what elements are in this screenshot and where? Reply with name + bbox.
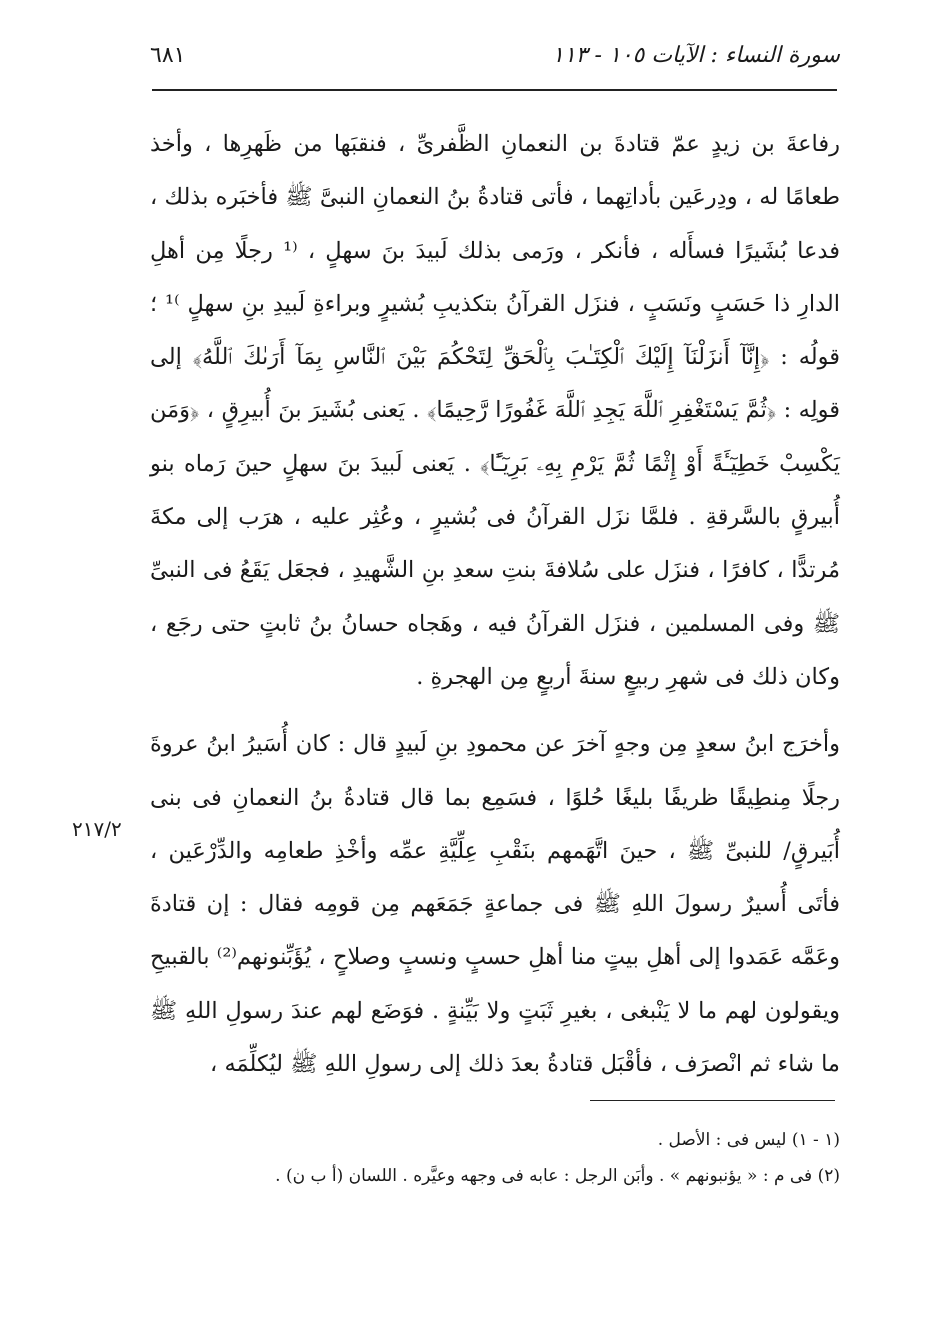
running-head — [150, 38, 840, 74]
footnote: (٢) فى م : « يؤنبونهم » . وأبَن الرجل : عابه فى وجهه وعيَّره . اللسان (أ ب ن) . — [275, 1166, 840, 1186]
body-paragraph: رفاعةَ بن زيدٍ عمّ قتادةَ بن النعمانِ الظَّفرىِّ ، فنقبَها من ظَهرِها ، وأخذ طعامًا له ، ودِرعَين بأداتِهما ، فأتى قتادةُ بنُ النعمانِ النبىَّ ﷺ فأخبَره بذلك ، فدعا بُشَيرًا فسأَله ، فأنكر ، ورَمى بذلك لَبيدَ بنَ سهلٍ ، ⁽¹ رجلًا مِن أهلِ الدارِ ذا حَسَبٍ ونَسَبٍ ، فنزَل القرآنُ بتكذيبِ بُشيرٍ وبراءةِ لَبيدِ بنِ سهلٍ ⁾¹ ؛ قولُه : ﴿إِنَّآ أَنزَلْنَآ إِلَيْكَ ٱلْكِتَـٰبَ بِٱلْحَقِّ لِتَحْكُمَ بَيْنَ ٱلنَّاسِ بِمَآ أَرَىٰكَ ٱللَّهُ﴾ إلى قولِه : ﴿ثُمَّ يَسْتَغْفِرِ ٱللَّهَ يَجِدِ ٱللَّهَ غَفُورًا رَّحِيمًا﴾ . يَعنى بُشَيرَ بنَ أُبيرِقٍ ، ﴿وَمَن يَكْسِبْ خَطِيٓـَٔةً أَوْ إِثْمًا ثُمَّ يَرْمِ بِهِۦ بَرِيٓـًٔا﴾ . يَعنى لَبيدَ بنَ سهلٍ حينَ رَماه بنو أُبيرقٍ بالسَّرقةِ . فلمَّا نزَل القرآنُ فى بُشيرٍ ، وعُثِر عليه ، هرَب إلى مكةَ مُرتدًّا ، كافرًا ، فنزَل على سُلافةَ بنتِ سعدِ بنِ الشَّهيدِ ، فجعَل يَقَعُ فى النبىِّ ﷺ وفى المسلمين ، فنزَل القرآنُ فيه ، وهَجاه حسانُ بنُ ثابتٍ حتى رجَع ، وكان ذلك فى شهرِ ربيعٍ سنةَ أربعٍ مِن الهجرةِ . — [150, 131, 840, 690]
body-paragraph: وأخرَج ابنُ سعدٍ مِن وجهٍ آخرَ عن محمودِ بنِ لَبيدٍ قال : كان أُسَيرُ ابنُ عروةَ رجلًا مِنطِيقًا ظريفًا بليغًا حُلوًا ، فسَمِع بما قال قتادةُ بنُ النعمانِ فى بنى أُبَيرقٍ/ للنبىِّ ﷺ ، حينَ اتَّهَمهم بنَقْبِ عِلِّيَّةِ عمِّه وأخْذِ طعامِه والدِّرْعَين ، فأتَى أُسيرٌ رسولَ اللهِ ﷺ فى جماعةٍ جَمَعَهم مِن قومِه فقال : إن قتادةَ وعَمَّه عَمَدوا إلى أهلِ بيتٍ منا أهلِ حسبٍ ونسبٍ وصلاحٍ ، يُؤَبِّنونهم⁽²⁾ بالقبيحِ ويقولون لهم ما لا يَنْبغى ، بغيرِ ثَبَتٍ ولا بَيِّنةٍ . فوَضَع لهم عندَ رسولِ اللهِ ﷺ ما شاء ثم انْصرَف ، فأقْبَل قتادةُ بعدَ ذلك إلى رسولِ اللهِ ﷺ ليُكلِّمَه ، — [150, 731, 841, 1078]
footnote: (١ - ١) ليس فى : الأصل . — [657, 1130, 840, 1150]
running-head-title: سورة النساء : الآيات ١٠٥ - ١١٣ — [552, 43, 840, 68]
margin-reference: ٢١٧/٢ — [72, 817, 122, 841]
footnotes — [150, 1122, 840, 1194]
main-text — [150, 118, 840, 1091]
page-number: ٦٨١ — [150, 43, 186, 68]
footnote-divider — [590, 1100, 835, 1101]
header-divider — [152, 89, 837, 91]
